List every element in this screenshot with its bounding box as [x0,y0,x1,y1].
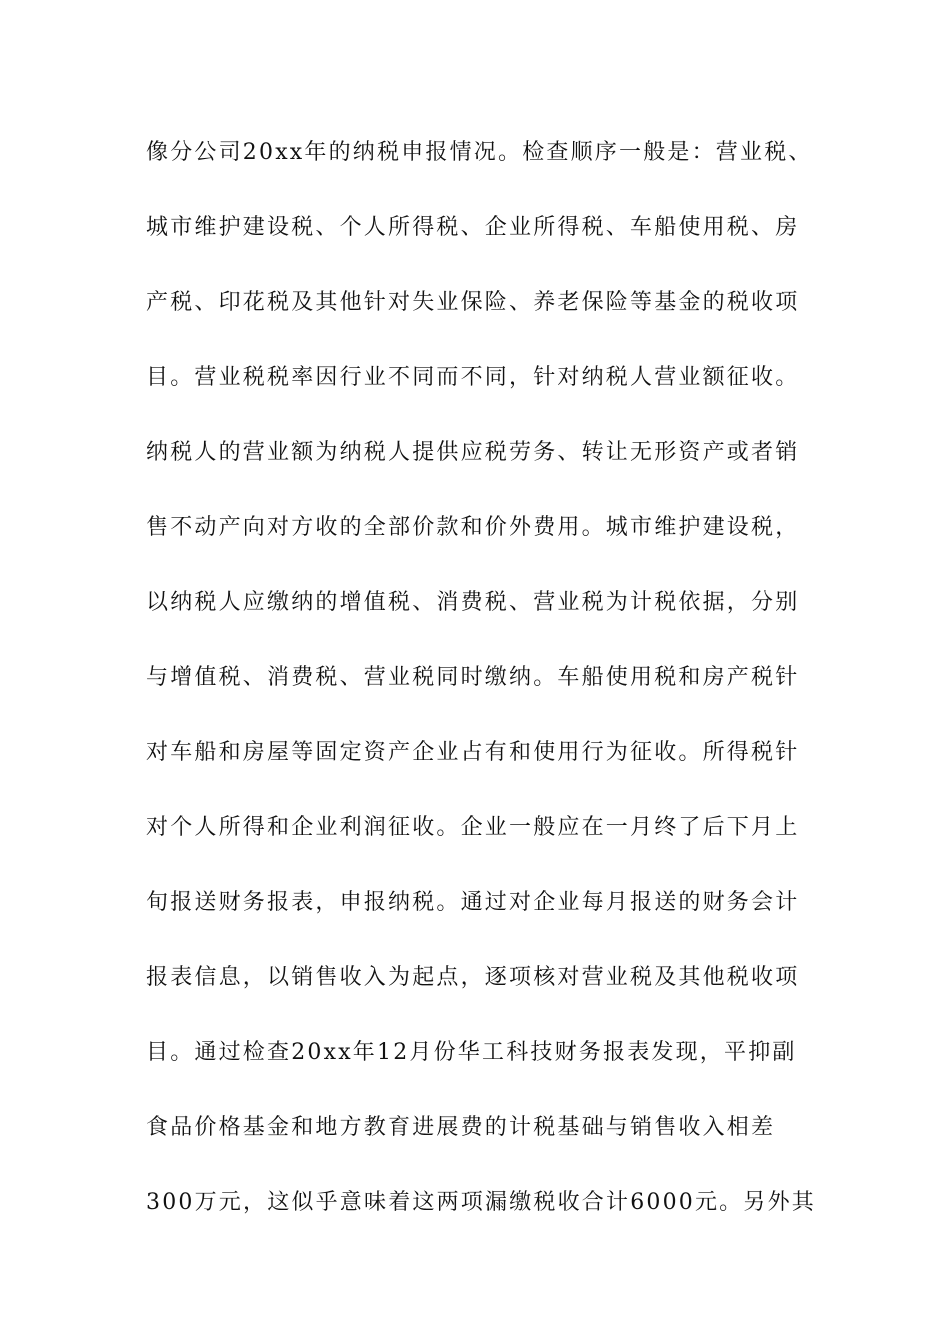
text-line: 300万元，这似乎意味着这两项漏缴税收合计6000元。另外其 [146,1190,816,1215]
text-line: 目。营业税税率因行业不同而不同，针对纳税人营业额征收。 [146,365,800,390]
text-line: 食品价格基金和地方教育进展费的计税基础与销售收入相差 [146,1115,776,1140]
text-line: 纳税人的营业额为纳税人提供应税劳务、转让无形资产或者销 [146,440,800,465]
text-line: 以纳税人应缴纳的增值税、消费税、营业税为计税依据，分别 [146,590,800,615]
text-line: 像分公司20xx年的纳税申报情况。检查顺序一般是：营业税、 [146,140,813,165]
text-line: 目。通过检查20xx年12月份华工科技财务报表发现，平抑副 [146,1040,797,1065]
text-line: 与增值税、消费税、营业税同时缴纳。车船使用税和房产税针 [146,665,800,690]
text-line: 对个人所得和企业利润征收。企业一般应在一月终了后下月上 [146,815,800,840]
text-line: 报表信息，以销售收入为起点，逐项核对营业税及其他税收项 [146,965,800,990]
text-line: 对车船和房屋等固定资产企业占有和使用行为征收。所得税针 [146,740,800,765]
text-line: 城市维护建设税、个人所得税、企业所得税、车船使用税、房 [146,215,800,240]
text-line: 售不动产向对方收的全部价款和价外费用。城市维护建设税， [146,515,800,540]
body-text [146,134,816,1259]
text-line: 旬报送财务报表，申报纳税。通过对企业每月报送的财务会计 [146,890,800,915]
text-line: 产税、印花税及其他针对失业保险、养老保险等基金的税收项 [146,290,800,315]
